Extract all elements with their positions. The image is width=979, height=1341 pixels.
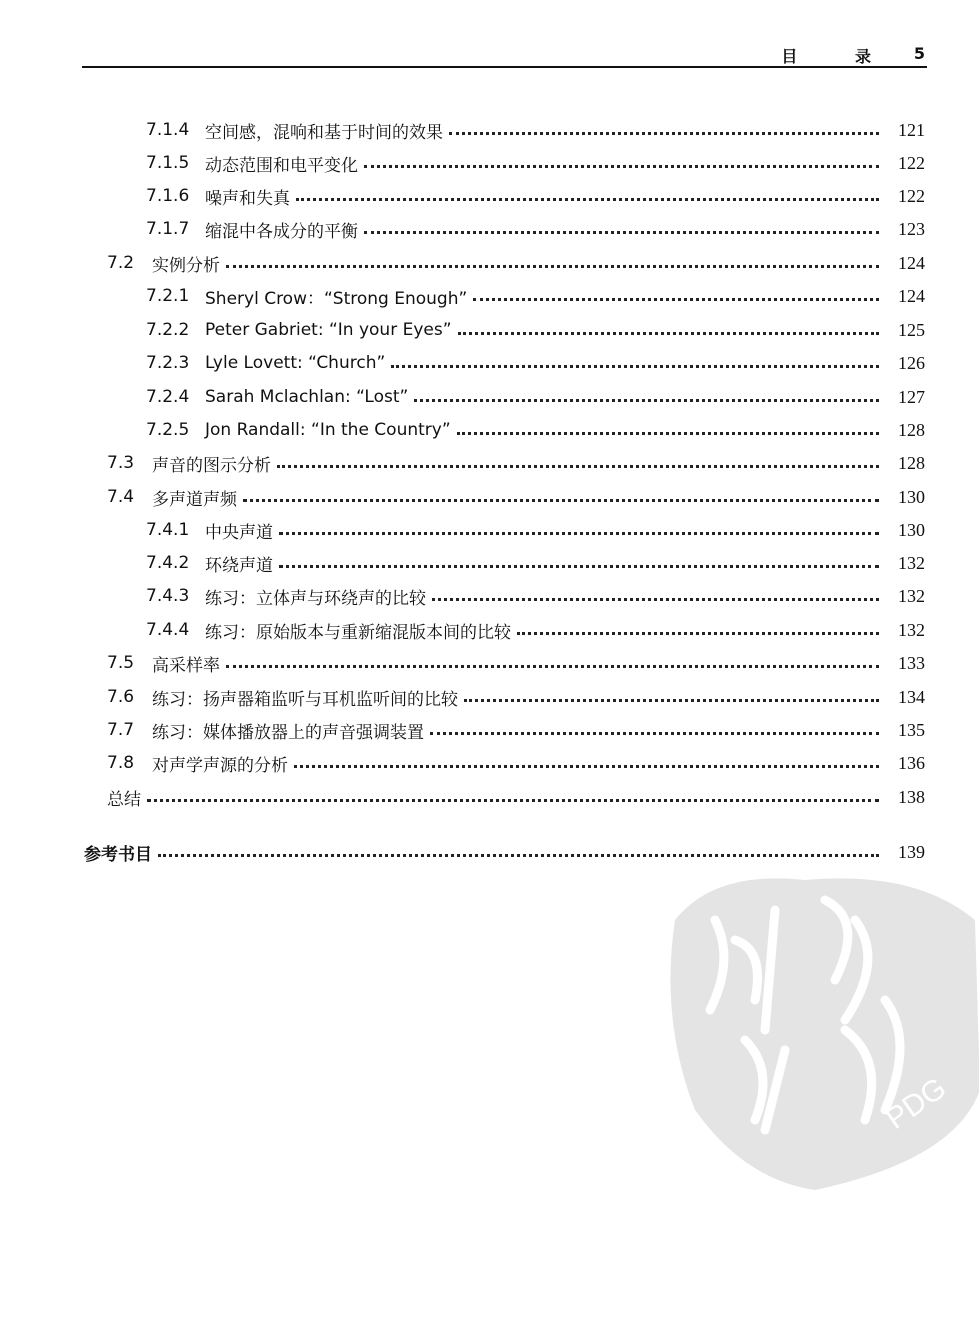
header-rule [82, 66, 927, 68]
toc-entry-title: Lyle Lovett: “Church” [205, 353, 389, 373]
dot-leader [279, 565, 879, 568]
toc-entry-title: 高采样率 [152, 651, 224, 676]
toc-entry-title: Sarah Mclachlan: “Lost” [205, 387, 412, 407]
toc-entry-page: 125 [898, 319, 925, 340]
dot-leader [226, 665, 879, 668]
dot-leader [517, 632, 879, 635]
toc-entry-number: 7.1.7 [146, 219, 190, 239]
toc-entry-number: 7.2.2 [146, 320, 190, 340]
toc-entry-title: 实例分析 [152, 251, 224, 276]
toc-entry-number: 7.7 [107, 720, 135, 740]
toc-entry-page: 139 [898, 841, 925, 862]
toc-entry[interactable] [0, 517, 979, 543]
toc-entry-title: 缩混中各成分的平衡 [205, 217, 362, 242]
toc-entry-page: 122 [898, 185, 925, 206]
toc-entry-title: 练习：媒体播放器上的声音强调装置 [152, 718, 428, 743]
toc-entry[interactable] [0, 583, 979, 609]
dot-leader [279, 532, 879, 535]
dot-leader [277, 465, 879, 468]
toc-entry-title: 参考书目 [84, 840, 156, 865]
dot-leader [432, 598, 879, 601]
toc-entry[interactable] [0, 317, 979, 343]
toc-entry-page: 135 [898, 719, 925, 740]
toc-entry-number: 7.2.3 [146, 353, 190, 373]
toc-entry-page: 124 [898, 252, 925, 273]
toc-entry[interactable] [0, 216, 979, 242]
toc-entry-title: 噪声和失真 [205, 184, 294, 209]
toc-entry-page: 132 [898, 585, 925, 606]
header-title: 目 录 [781, 47, 897, 66]
toc-entry-page: 126 [898, 352, 925, 373]
header-page-number: 5 [913, 44, 925, 63]
toc-entry-title: 练习：扬声器箱监听与耳机监听间的比较 [152, 685, 462, 710]
toc-entry[interactable] [0, 117, 979, 143]
dot-leader [464, 699, 879, 702]
toc-entry-title: 练习：原始版本与重新缩混版本间的比较 [205, 618, 515, 643]
toc-entry-page: 132 [898, 552, 925, 573]
toc-entry-number: 7.4 [107, 487, 135, 507]
toc-entry-page: 123 [898, 218, 925, 239]
toc-entry-number: 7.1.5 [146, 153, 190, 173]
toc-entry-title: 总结 [107, 785, 145, 810]
toc-entry[interactable] [0, 717, 979, 743]
watermark-text: PDG [880, 1071, 953, 1136]
toc-entry-title: 动态范围和电平变化 [205, 151, 362, 176]
dot-leader [364, 231, 879, 234]
dot-leader [226, 265, 879, 268]
toc-entry-page: 133 [898, 652, 925, 673]
dot-leader [296, 198, 879, 201]
toc-entry[interactable] [0, 283, 979, 309]
toc-entry[interactable] [0, 617, 979, 643]
toc-entry[interactable] [0, 384, 979, 410]
toc-entry-title: 声音的图示分析 [152, 451, 275, 476]
toc-entry-page: 130 [898, 486, 925, 507]
toc-entry-title: 空间感，混响和基于时间的效果 [205, 118, 447, 143]
toc-entry-number: 7.2 [107, 253, 135, 273]
toc-entry-number: 7.8 [107, 753, 135, 773]
dot-leader [457, 432, 879, 435]
toc-entry[interactable] [0, 684, 979, 710]
toc-entry-number: 7.3 [107, 453, 135, 473]
toc-entry-number: 7.2.4 [146, 387, 190, 407]
watermark-stamp [655, 860, 979, 1190]
toc-entry[interactable] [0, 750, 979, 776]
dot-leader [414, 399, 879, 402]
toc-entry[interactable] [0, 350, 979, 376]
toc-entry-page: 122 [898, 152, 925, 173]
dot-leader [364, 165, 879, 168]
toc-entry-title: Sheryl Crow：“Strong Enough” [205, 284, 471, 309]
toc-entry-title: Jon Randall: “In the Country” [205, 420, 455, 440]
dot-leader [458, 332, 879, 335]
dot-leader [449, 132, 879, 135]
toc-entry-title: 对声学声源的分析 [152, 751, 292, 776]
toc-entry-number: 7.5 [107, 653, 135, 673]
toc-entry-number: 7.1.6 [146, 186, 190, 206]
toc-entry[interactable] [0, 784, 979, 810]
toc-entry-title: 中央声道 [205, 518, 277, 543]
toc-entry-page: 132 [898, 619, 925, 640]
toc-entry-page: 134 [898, 686, 925, 707]
toc-entry-title: 多声道声频 [152, 485, 241, 510]
toc-entry-number: 7.2.1 [146, 286, 190, 306]
toc-entry-page: 128 [898, 452, 925, 473]
dot-leader [430, 732, 879, 735]
toc-entry[interactable] [0, 650, 979, 676]
toc-entry[interactable] [0, 484, 979, 510]
toc-entry-number: 7.2.5 [146, 420, 190, 440]
toc-entry-title: 练习：立体声与环绕声的比较 [205, 584, 430, 609]
dot-leader [473, 298, 879, 301]
toc-entry[interactable] [0, 417, 979, 443]
toc-entry-number: 7.1.4 [146, 120, 190, 140]
toc-entry-page: 127 [898, 386, 925, 407]
running-header [82, 44, 925, 66]
dot-leader [294, 765, 879, 768]
toc-entry-page: 136 [898, 752, 925, 773]
toc-entry-page: 130 [898, 519, 925, 540]
toc-entry[interactable] [0, 183, 979, 209]
toc-entry-number: 7.4.3 [146, 586, 190, 606]
dot-leader [147, 799, 879, 802]
toc-entry[interactable] [0, 150, 979, 176]
toc-entry-number: 7.4.4 [146, 620, 190, 640]
toc-entry-title: 环绕声道 [205, 551, 277, 576]
toc-entry-number: 7.6 [107, 687, 135, 707]
toc-entry-number: 7.4.1 [146, 520, 190, 540]
toc-entry-number: 7.4.2 [146, 553, 190, 573]
toc-entry-title: Peter Gabriet: “In your Eyes” [205, 320, 456, 340]
toc-entry[interactable] [0, 550, 979, 576]
toc-entry-page: 121 [898, 119, 925, 140]
toc-entry-page: 138 [898, 786, 925, 807]
toc-entry[interactable] [0, 250, 979, 276]
dot-leader [158, 854, 879, 857]
toc-entry[interactable] [0, 450, 979, 476]
toc-entry-page: 128 [898, 419, 925, 440]
dot-leader [243, 499, 879, 502]
toc-entry-page: 124 [898, 285, 925, 306]
dot-leader [391, 365, 879, 368]
